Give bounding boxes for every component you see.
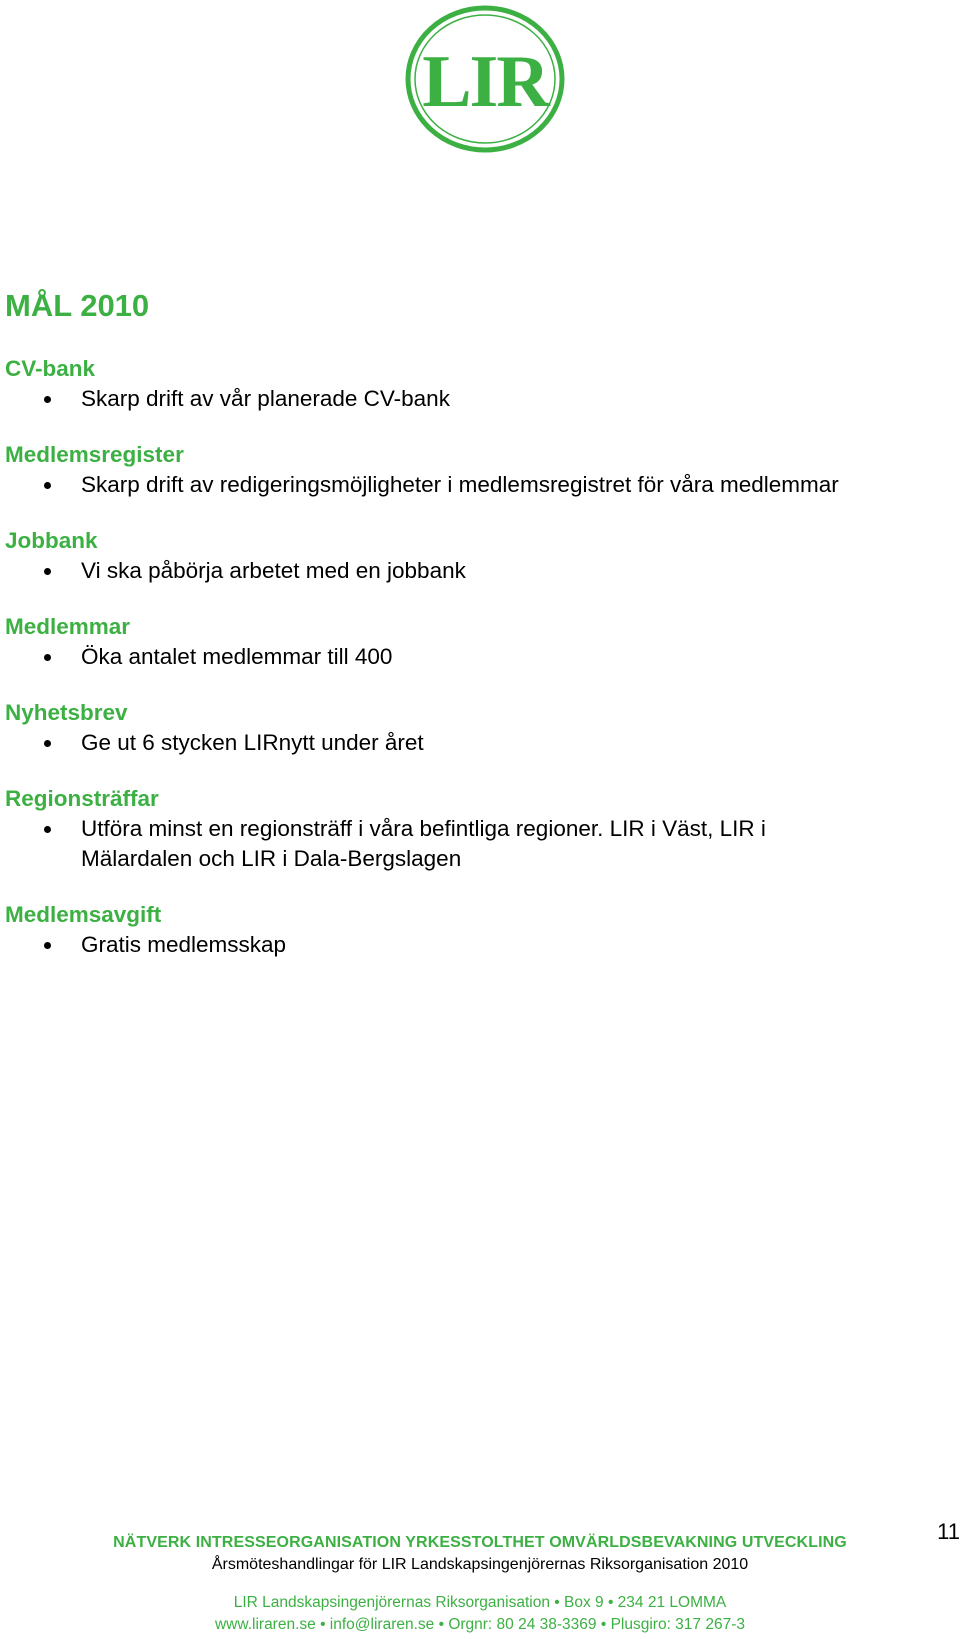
- goal-section: [5, 440, 955, 500]
- list-item-text: Gratis medlemsskap: [81, 932, 287, 957]
- footer-keywords: NÄTVERK INTRESSEORGANISATION YRKESSTOLTHET OMVÄRLDSBEVAKNING UTVECKLING: [113, 1534, 847, 1551]
- footer-contact: www.liraren.se • info@liraren.se • Orgnr: 80 24 38-3369 • Plusgiro: 317 267-3: [214, 1616, 745, 1633]
- bullet-list: [5, 930, 955, 960]
- bullet-icon: [44, 396, 51, 403]
- section-heading: CV-bank: [5, 356, 96, 381]
- section-heading: Regionsträffar: [5, 786, 159, 811]
- list-item-text: Ge ut 6 stycken LIRnytt under året: [81, 730, 424, 755]
- bullet-list: [5, 470, 955, 500]
- section-heading: Medlemmar: [5, 614, 131, 639]
- section-heading: Medlemsregister: [5, 442, 184, 467]
- bullet-icon: [44, 482, 51, 489]
- list-item-text: Vi ska påbörja arbetet med en jobbank: [81, 558, 466, 583]
- goal-section: [5, 526, 955, 586]
- list-item: [5, 384, 871, 414]
- logo-text: LIR: [422, 41, 548, 123]
- list-item: [5, 470, 871, 500]
- bullet-list: [5, 556, 955, 586]
- bullet-icon: [44, 568, 51, 575]
- list-item: [5, 930, 871, 960]
- footer-document-title: Årsmöteshandlingar för LIR Landskapsingenjörernas Riksorganisation 2010: [211, 1556, 749, 1573]
- bullet-icon: [44, 654, 51, 661]
- page-title: MÅL 2010: [5, 288, 150, 323]
- bullet-list: [5, 384, 955, 414]
- goal-section: [5, 900, 955, 960]
- list-item-text: Skarp drift av redigeringsmöjligheter i medlemsregistret för våra medlemmar: [81, 472, 839, 497]
- goals-sections: [5, 354, 955, 986]
- goal-section: [5, 354, 955, 414]
- goal-section: [5, 698, 955, 758]
- section-heading: Jobbank: [5, 528, 98, 553]
- bullet-list: [5, 728, 955, 758]
- list-item: [5, 642, 871, 672]
- bullet-icon: [44, 740, 51, 747]
- section-heading: Medlemsavgift: [5, 902, 162, 927]
- section-heading: Nyhetsbrev: [5, 700, 128, 725]
- list-item: [5, 556, 871, 586]
- bullet-list: [5, 642, 955, 672]
- list-item-text: Skarp drift av vår planerade CV-bank: [81, 386, 450, 411]
- list-item-text: Öka antalet medlemmar till 400: [81, 644, 393, 669]
- lir-logo: [403, 3, 567, 155]
- bullet-icon: [44, 826, 51, 833]
- bullet-icon: [44, 942, 51, 949]
- list-item-text: Utföra minst en regionsträff i våra befintliga regioner. LIR i Väst, LIR i Mälardalen och LIR i Dala-Bergslagen: [81, 816, 766, 871]
- bullet-list: [5, 814, 955, 874]
- page-number: 11: [937, 1519, 960, 1544]
- goal-section: [5, 612, 955, 672]
- list-item: [5, 728, 871, 758]
- goal-section: [5, 784, 955, 874]
- footer-organization: LIR Landskapsingenjörernas Riksorganisation • Box 9 • 234 21 LOMMA: [233, 1594, 727, 1611]
- list-item: [5, 814, 871, 874]
